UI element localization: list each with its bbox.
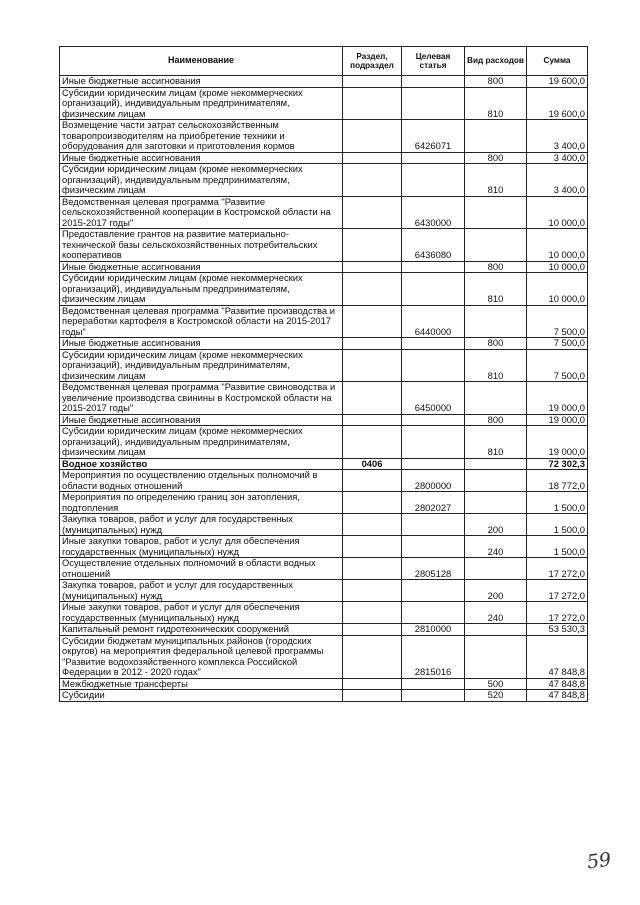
cell-name: Возмещение части затрат сельскохозяйственным товаропроизводителям на приобретение техники и оборудования для заготовки и приготовления кормов bbox=[60, 120, 343, 153]
cell-section bbox=[343, 558, 402, 580]
cell-section bbox=[343, 120, 402, 153]
table-row bbox=[60, 678, 588, 690]
header-target: Целевая статья bbox=[402, 47, 465, 76]
cell-target bbox=[402, 349, 465, 382]
cell-section bbox=[343, 624, 402, 636]
cell-type: 810 bbox=[465, 349, 527, 382]
cell-name: Иные бюджетные ассигнования bbox=[60, 338, 343, 350]
cell-section: 0406 bbox=[343, 458, 402, 470]
cell-section bbox=[343, 273, 402, 306]
cell-target: 2810000 bbox=[402, 624, 465, 636]
cell-name: Осуществление отдельных полномочий в области водных отношений bbox=[60, 558, 343, 580]
budget-table bbox=[59, 46, 588, 702]
cell-sum: 1 500,0 bbox=[527, 536, 588, 558]
cell-target: 2815016 bbox=[402, 635, 465, 678]
table-row bbox=[60, 382, 588, 415]
cell-name: Субсидии bbox=[60, 690, 343, 702]
cell-target bbox=[402, 514, 465, 536]
cell-sum: 47 848,8 bbox=[527, 690, 588, 702]
cell-name: Мероприятия по определению границ зон затопления, подтопления bbox=[60, 492, 343, 514]
cell-section bbox=[343, 305, 402, 338]
cell-name: Иные бюджетные ассигнования bbox=[60, 261, 343, 273]
cell-type bbox=[465, 558, 527, 580]
cell-name: Иные закупки товаров, работ и услуг для обеспечения государственных (муниципальных) нужд bbox=[60, 602, 343, 624]
cell-section bbox=[343, 470, 402, 492]
cell-target bbox=[402, 426, 465, 459]
table-row bbox=[60, 624, 588, 636]
table-row bbox=[60, 76, 588, 88]
table-body bbox=[60, 76, 588, 702]
cell-type bbox=[465, 196, 527, 229]
cell-type: 200 bbox=[465, 580, 527, 602]
cell-type: 200 bbox=[465, 514, 527, 536]
cell-name: Ведомственная целевая программа "Развитие сельскохозяйственной кооперации в Костромской области на 2015-2017 годы" bbox=[60, 196, 343, 229]
header-type: Вид расходов bbox=[465, 47, 527, 76]
cell-section bbox=[343, 414, 402, 426]
table-row bbox=[60, 536, 588, 558]
cell-type bbox=[465, 458, 527, 470]
table-row bbox=[60, 470, 588, 492]
table-row bbox=[60, 120, 588, 153]
cell-section bbox=[343, 87, 402, 120]
cell-name: Субсидии юридическим лицам (кроме некоммерческих организаций), индивидуальным предпринимателям, физическим лицам bbox=[60, 164, 343, 197]
cell-name: Мероприятия по осуществлению отдельных полномочий в области водных отношений bbox=[60, 470, 343, 492]
cell-sum: 10 000,0 bbox=[527, 261, 588, 273]
cell-name: Ведомственная целевая программа "Развитие производства и переработки картофеля в Костромской области на 2015-2017 годы" bbox=[60, 305, 343, 338]
cell-type bbox=[465, 305, 527, 338]
cell-target bbox=[402, 87, 465, 120]
cell-target: 6430000 bbox=[402, 196, 465, 229]
table-row bbox=[60, 458, 588, 470]
cell-target: 2802027 bbox=[402, 492, 465, 514]
cell-target bbox=[402, 152, 465, 164]
cell-sum: 10 000,0 bbox=[527, 196, 588, 229]
cell-sum: 1 500,0 bbox=[527, 514, 588, 536]
table-row bbox=[60, 426, 588, 459]
cell-target bbox=[402, 261, 465, 273]
cell-sum: 7 500,0 bbox=[527, 305, 588, 338]
cell-sum: 19 000,0 bbox=[527, 414, 588, 426]
cell-sum: 1 500,0 bbox=[527, 492, 588, 514]
cell-section bbox=[343, 492, 402, 514]
table-row bbox=[60, 690, 588, 702]
cell-target: 6450000 bbox=[402, 382, 465, 415]
cell-name: Субсидии юридическим лицам (кроме некоммерческих организаций), индивидуальным предпринимателям, физическим лицам bbox=[60, 87, 343, 120]
cell-type: 800 bbox=[465, 152, 527, 164]
table-row bbox=[60, 349, 588, 382]
cell-target bbox=[402, 536, 465, 558]
cell-target bbox=[402, 273, 465, 306]
cell-sum: 7 500,0 bbox=[527, 338, 588, 350]
cell-section bbox=[343, 602, 402, 624]
cell-sum: 18 772,0 bbox=[527, 470, 588, 492]
cell-sum: 3 400,0 bbox=[527, 152, 588, 164]
cell-sum: 7 500,0 bbox=[527, 349, 588, 382]
cell-section bbox=[343, 229, 402, 262]
table-row bbox=[60, 196, 588, 229]
cell-section bbox=[343, 338, 402, 350]
cell-section bbox=[343, 536, 402, 558]
cell-type: 800 bbox=[465, 414, 527, 426]
cell-target bbox=[402, 458, 465, 470]
cell-type bbox=[465, 624, 527, 636]
table-row bbox=[60, 635, 588, 678]
cell-name: Субсидии бюджетам муниципальных районов (городских округов) на мероприятия федеральной целевой программы "Развитие водохозяйственного комплекса Российской Федерации в 2012 - 2020 годах" bbox=[60, 635, 343, 678]
cell-type: 500 bbox=[465, 678, 527, 690]
cell-target bbox=[402, 338, 465, 350]
cell-target bbox=[402, 164, 465, 197]
header-name: Наименование bbox=[60, 47, 343, 76]
cell-type bbox=[465, 120, 527, 153]
cell-sum: 72 302,3 bbox=[527, 458, 588, 470]
cell-name: Субсидии юридическим лицам (кроме некоммерческих организаций), индивидуальным предпринимателям, физическим лицам bbox=[60, 273, 343, 306]
cell-type: 810 bbox=[465, 87, 527, 120]
cell-name: Капитальный ремонт гидротехнических сооружений bbox=[60, 624, 343, 636]
cell-type: 240 bbox=[465, 602, 527, 624]
header-section: Раздел, подраздел bbox=[343, 47, 402, 76]
page-number: 59 bbox=[585, 848, 613, 874]
table-row bbox=[60, 414, 588, 426]
cell-type bbox=[465, 229, 527, 262]
cell-section bbox=[343, 514, 402, 536]
cell-target: 6440000 bbox=[402, 305, 465, 338]
cell-sum: 10 000,0 bbox=[527, 229, 588, 262]
cell-target bbox=[402, 678, 465, 690]
cell-target: 2800000 bbox=[402, 470, 465, 492]
cell-sum: 3 400,0 bbox=[527, 120, 588, 153]
cell-name: Иные бюджетные ассигнования bbox=[60, 414, 343, 426]
cell-target: 6426071 bbox=[402, 120, 465, 153]
table-row bbox=[60, 558, 588, 580]
cell-section bbox=[343, 261, 402, 273]
cell-section bbox=[343, 76, 402, 88]
cell-sum: 19 600,0 bbox=[527, 87, 588, 120]
cell-name: Закупка товаров, работ и услуг для государственных (муниципальных) нужд bbox=[60, 514, 343, 536]
cell-sum: 47 848,8 bbox=[527, 635, 588, 678]
table-row bbox=[60, 261, 588, 273]
cell-name: Водное хозяйство bbox=[60, 458, 343, 470]
cell-name: Иные бюджетные ассигнования bbox=[60, 76, 343, 88]
cell-type: 240 bbox=[465, 536, 527, 558]
cell-sum: 19 600,0 bbox=[527, 76, 588, 88]
table-row bbox=[60, 580, 588, 602]
cell-target bbox=[402, 690, 465, 702]
cell-target bbox=[402, 414, 465, 426]
cell-sum: 47 848,8 bbox=[527, 678, 588, 690]
table-row bbox=[60, 273, 588, 306]
cell-section bbox=[343, 580, 402, 602]
cell-type: 520 bbox=[465, 690, 527, 702]
cell-type bbox=[465, 382, 527, 415]
cell-name: Закупка товаров, работ и услуг для государственных (муниципальных) нужд bbox=[60, 580, 343, 602]
cell-type bbox=[465, 635, 527, 678]
cell-type bbox=[465, 470, 527, 492]
table-row bbox=[60, 602, 588, 624]
header-sum: Сумма bbox=[527, 47, 588, 76]
cell-section bbox=[343, 635, 402, 678]
cell-type: 800 bbox=[465, 76, 527, 88]
cell-section bbox=[343, 164, 402, 197]
cell-section bbox=[343, 196, 402, 229]
cell-sum: 19 000,0 bbox=[527, 426, 588, 459]
cell-name: Предоставление грантов на развитие материально-технической базы сельскохозяйственных потребительских кооперативов bbox=[60, 229, 343, 262]
cell-target bbox=[402, 602, 465, 624]
cell-type bbox=[465, 492, 527, 514]
table-row bbox=[60, 492, 588, 514]
table-row bbox=[60, 338, 588, 350]
cell-type: 800 bbox=[465, 338, 527, 350]
cell-section bbox=[343, 382, 402, 415]
cell-target: 2805128 bbox=[402, 558, 465, 580]
table-row bbox=[60, 305, 588, 338]
cell-section bbox=[343, 349, 402, 382]
table-row bbox=[60, 514, 588, 536]
table-row bbox=[60, 164, 588, 197]
table-row bbox=[60, 87, 588, 120]
cell-type: 810 bbox=[465, 164, 527, 197]
cell-name: Иные бюджетные ассигнования bbox=[60, 152, 343, 164]
table-header-row bbox=[60, 47, 588, 76]
cell-sum: 19 000,0 bbox=[527, 382, 588, 415]
cell-target: 6436080 bbox=[402, 229, 465, 262]
cell-type: 810 bbox=[465, 273, 527, 306]
cell-sum: 17 272,0 bbox=[527, 558, 588, 580]
cell-sum: 53 530,3 bbox=[527, 624, 588, 636]
cell-section bbox=[343, 426, 402, 459]
cell-name: Межбюджетные трансферты bbox=[60, 678, 343, 690]
table-row bbox=[60, 152, 588, 164]
cell-name: Иные закупки товаров, работ и услуг для обеспечения государственных (муниципальных) нужд bbox=[60, 536, 343, 558]
cell-target bbox=[402, 580, 465, 602]
cell-section bbox=[343, 690, 402, 702]
cell-name: Ведомственная целевая программа "Развитие свиноводства и увеличение производства свинины в Костромской области на 2015-2017 годы" bbox=[60, 382, 343, 415]
cell-name: Субсидии юридическим лицам (кроме некоммерческих организаций), индивидуальным предпринимателям, физическим лицам bbox=[60, 349, 343, 382]
cell-name: Субсидии юридическим лицам (кроме некоммерческих организаций), индивидуальным предпринимателям, физическим лицам bbox=[60, 426, 343, 459]
cell-section bbox=[343, 678, 402, 690]
cell-type: 810 bbox=[465, 426, 527, 459]
cell-sum: 17 272,0 bbox=[527, 580, 588, 602]
cell-target bbox=[402, 76, 465, 88]
cell-sum: 3 400,0 bbox=[527, 164, 588, 197]
cell-section bbox=[343, 152, 402, 164]
cell-type: 800 bbox=[465, 261, 527, 273]
cell-sum: 17 272,0 bbox=[527, 602, 588, 624]
table-row bbox=[60, 229, 588, 262]
cell-sum: 10 000,0 bbox=[527, 273, 588, 306]
